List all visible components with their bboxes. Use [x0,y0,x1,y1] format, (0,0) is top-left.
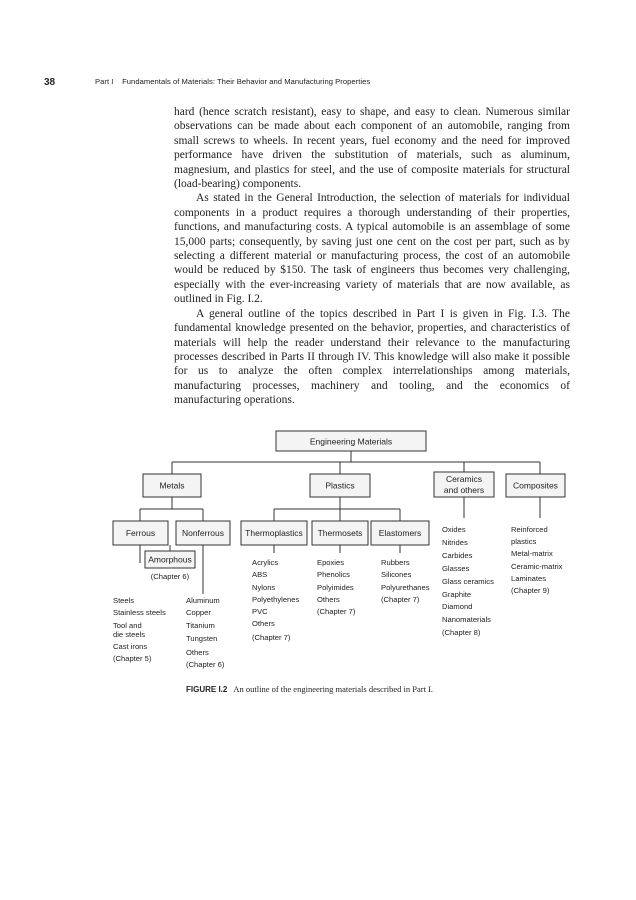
plastics-box [310,474,370,497]
list-item: Epoxies [317,558,345,567]
figure-label: FIGURE I.2 [186,685,228,694]
list-item: Reinforced [511,525,548,534]
ferrous-list [113,596,166,663]
list-item: Steels [113,596,135,605]
thermosets-label: Thermosets [317,528,363,538]
composites-label: Composites [513,480,558,491]
elastomers-list [381,558,430,604]
list-item: Graphite [442,590,472,599]
composites-list [511,525,563,595]
nonferrous-list [186,596,225,669]
thermosets-box [312,521,368,545]
list-item: Others [252,619,275,628]
list-item: (Chapter 7) [317,607,356,616]
list-item: Phenolics [317,570,350,579]
elastomers-box [371,521,429,545]
nonferrous-label: Nonferrous [181,528,225,538]
root-label: Engineering Materials [309,436,393,447]
ferrous-box [113,521,168,545]
list-item: (Chapter 9) [511,586,550,595]
list-item: Nitrides [442,538,468,547]
thermosets-list [317,558,356,616]
list-item: Diamond [442,602,473,611]
list-item: Polyurethanes [381,583,430,592]
list-item: (Chapter 5) [113,654,152,663]
list-item: Oxides [442,525,466,534]
elastomers-label: Elastomers [378,528,422,538]
list-item: Cast irons [113,642,148,651]
list-item: Carbides [442,551,473,560]
list-item: Metal-matrix [511,549,553,558]
metals-label: Metals [159,480,185,491]
list-item: Others [317,595,340,604]
list-item: Nanomaterials [442,615,491,624]
paragraph: hard (hence scratch resistant), easy to shape, and easy to clean. Numerous similar observations can be made about each component of an automobile, ranging from small screws to wheels. In recent years, fuel economy and the need for improved performance have driven the substitution of materials, such as aluminum, magnesium, and plastics for steel, and the use of composite materials for structural (load-bearing) components. [174,106,570,191]
thermoplastics-label: Thermoplastics [245,528,303,538]
ceramics-label-line1: Ceramics [446,474,482,484]
list-item: Glasses [442,564,470,573]
amorphous-box [145,551,195,568]
amorphous-chapter: (Chapter 6) [150,572,190,581]
list-item: (Chapter 7) [381,595,420,604]
list-item: PVC [252,607,268,616]
list-item: Tungsten [186,634,218,643]
thermoplastics-box [241,521,307,545]
list-item: Rubbers [381,558,410,567]
paragraph: A general outline of the topics described in Part I is given in Fig. I.3. The fundamental knowledge presented on the behavior, properties, and characteristics of materials will help the reader understand their relevance to the manufacturing processes described in Parts II through IV. This knowledge will also make it possible for us to analyze the often complex interrelationships among materials, manufacturing processes, machinery and tooling, and the economics of manufacturing operations. [174,307,570,407]
list-item: Silicones [381,570,412,579]
figure-caption-text: An outline of the engineering materials described in Part I. [233,684,434,694]
amorphous-label: Amorphous [148,554,192,565]
ceramics-label-line2: and others [443,485,485,495]
list-item: (Chapter 8) [442,628,481,637]
list-item: die steels [113,630,146,639]
list-item: ABS [252,570,268,579]
list-item: Acrylics [252,558,279,567]
list-item: Stainless steels [113,608,166,617]
list-item: Polyimides [317,583,354,592]
nonferrous-box [176,521,230,545]
ceramics-list [442,525,494,637]
list-item: (Chapter 7) [252,633,291,642]
list-item: Glass ceramics [442,577,494,586]
list-item: Aluminum [186,596,220,605]
paragraph: As stated in the General Introduction, the selection of materials for individual components in a product requires a thorough understanding of their properties, functions, and manufacturing costs. A typical automobile is an assemblage of some 15,000 parts; consequently, by saving just one cent on the cost per part, such as by selecting a different material or manufacturing process, the cost of an automobile would be reduced by $150. The task of engineers thus becomes very challenging, especially with the ever-increasing variety of materials that are now available, as outlined in Fig. I.2. [174,192,570,306]
list-item: Titanium [186,621,215,630]
list-item: Copper [186,608,211,617]
list-item: Others [186,648,209,657]
list-item: Ceramic-matrix [511,562,563,571]
composites-box [506,474,565,497]
list-item: Laminates [511,574,547,583]
list-item: (Chapter 6) [186,660,225,669]
ferrous-label: Ferrous [125,528,156,538]
thermoplastics-list [252,558,299,642]
ceramics-box [434,472,494,497]
plastics-label: Plastics [325,480,355,491]
list-item: plastics [511,537,537,546]
list-item: Tool and [113,621,142,630]
metals-box [143,474,201,497]
root-box [276,431,426,451]
list-item: Nylons [252,583,276,592]
list-item: Polyethylenes [252,595,300,604]
figure-caption [186,684,433,694]
page-number: 38 [44,77,56,88]
running-title: Part I Fundamentals of Materials: Their Behavior and Manufacturing Properties [95,77,371,86]
